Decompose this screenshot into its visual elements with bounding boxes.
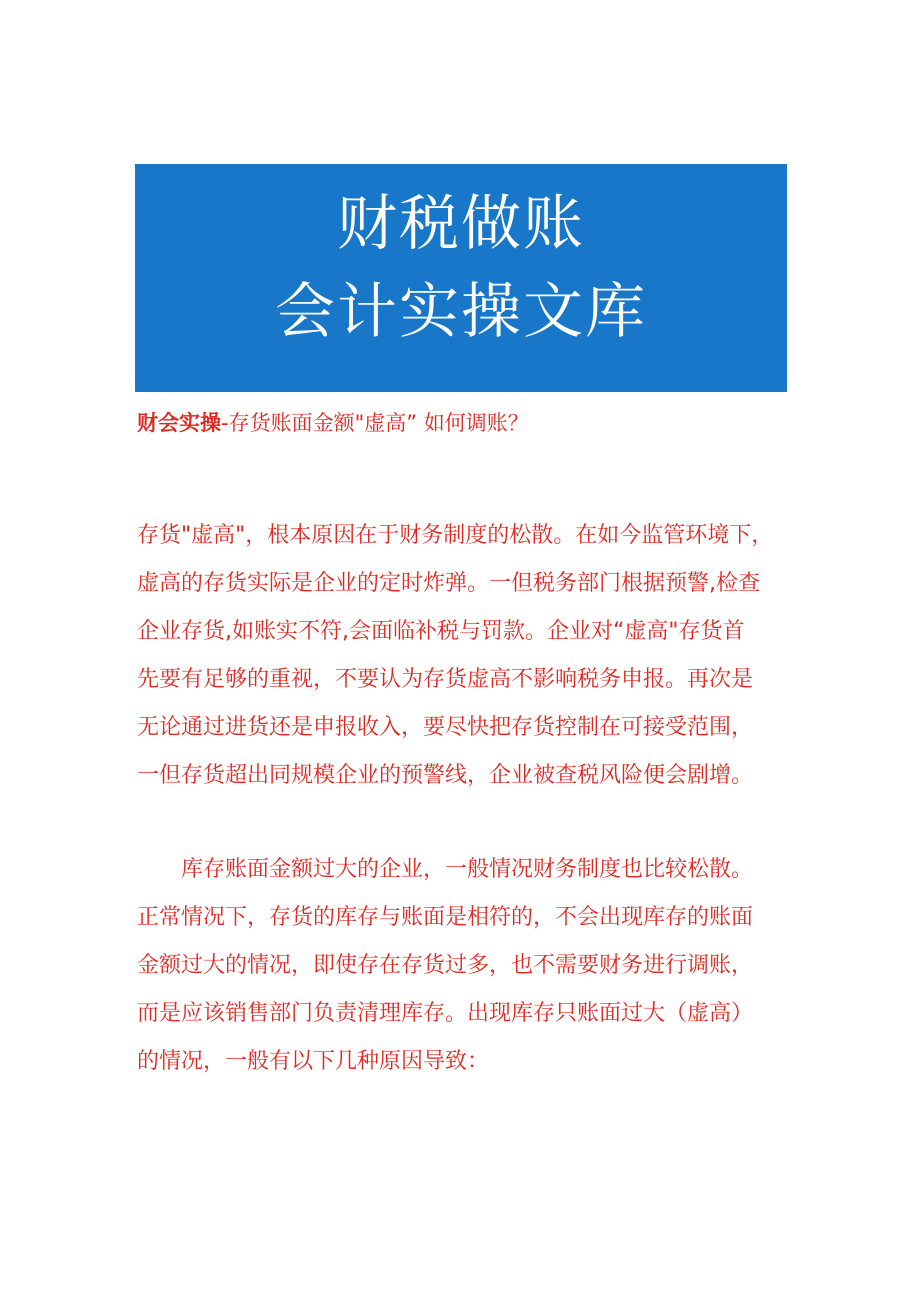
- paragraph-line: 而是应该销售部门负责清理库存。出现库存只账面过大（虚高）: [137, 1001, 754, 1026]
- paragraph-2: [137, 846, 797, 1086]
- paragraph-line: 库存账面金额过大的企业，一般情况财务制度也比较松散。: [137, 857, 754, 882]
- title-banner: [135, 164, 787, 392]
- banner-title-line-1: 财税做账: [337, 189, 585, 259]
- paragraph-line: 无论通过进货还是申报收入，要尽快把存货控制在可接受范围，: [137, 715, 754, 740]
- paragraph-line: 正常情况下，存货的库存与账面是相符的，不会出现库存的账面: [137, 905, 754, 930]
- paragraph-line: 金额过大的情况，即使存在存货过多，也不需要财务进行调账，: [137, 953, 754, 978]
- paragraph-1: [137, 512, 797, 800]
- paragraph-line: 存货"虚高"，根本原因在于财务制度的松散。在如今监管环境下，: [137, 523, 774, 548]
- paragraph-line: 一但存货超出同规模企业的预警线，企业被查税风险便会剧增。: [137, 763, 754, 788]
- paragraph-line: 虚高的存货实际是企业的定时炸弹。一但税务部门根据预警,检查: [137, 571, 760, 596]
- paragraph-line: 的情况，一般有以下几种原因导致：: [137, 1049, 490, 1074]
- paragraph-line: 企业存货,如账实不符,会面临补税与罚款。企业对“虚高"存货首: [137, 619, 745, 644]
- article-title-text: -存货账面金额"虚高” 如何调账？: [221, 411, 529, 435]
- paragraph-line: 先要有足够的重视，不要认为存货虚高不影响税务申报。再次是: [137, 667, 754, 692]
- article-title: [137, 408, 529, 438]
- article-title-category: 财会实操: [137, 411, 221, 435]
- banner-title-line-2: 会计实操文库: [275, 277, 647, 347]
